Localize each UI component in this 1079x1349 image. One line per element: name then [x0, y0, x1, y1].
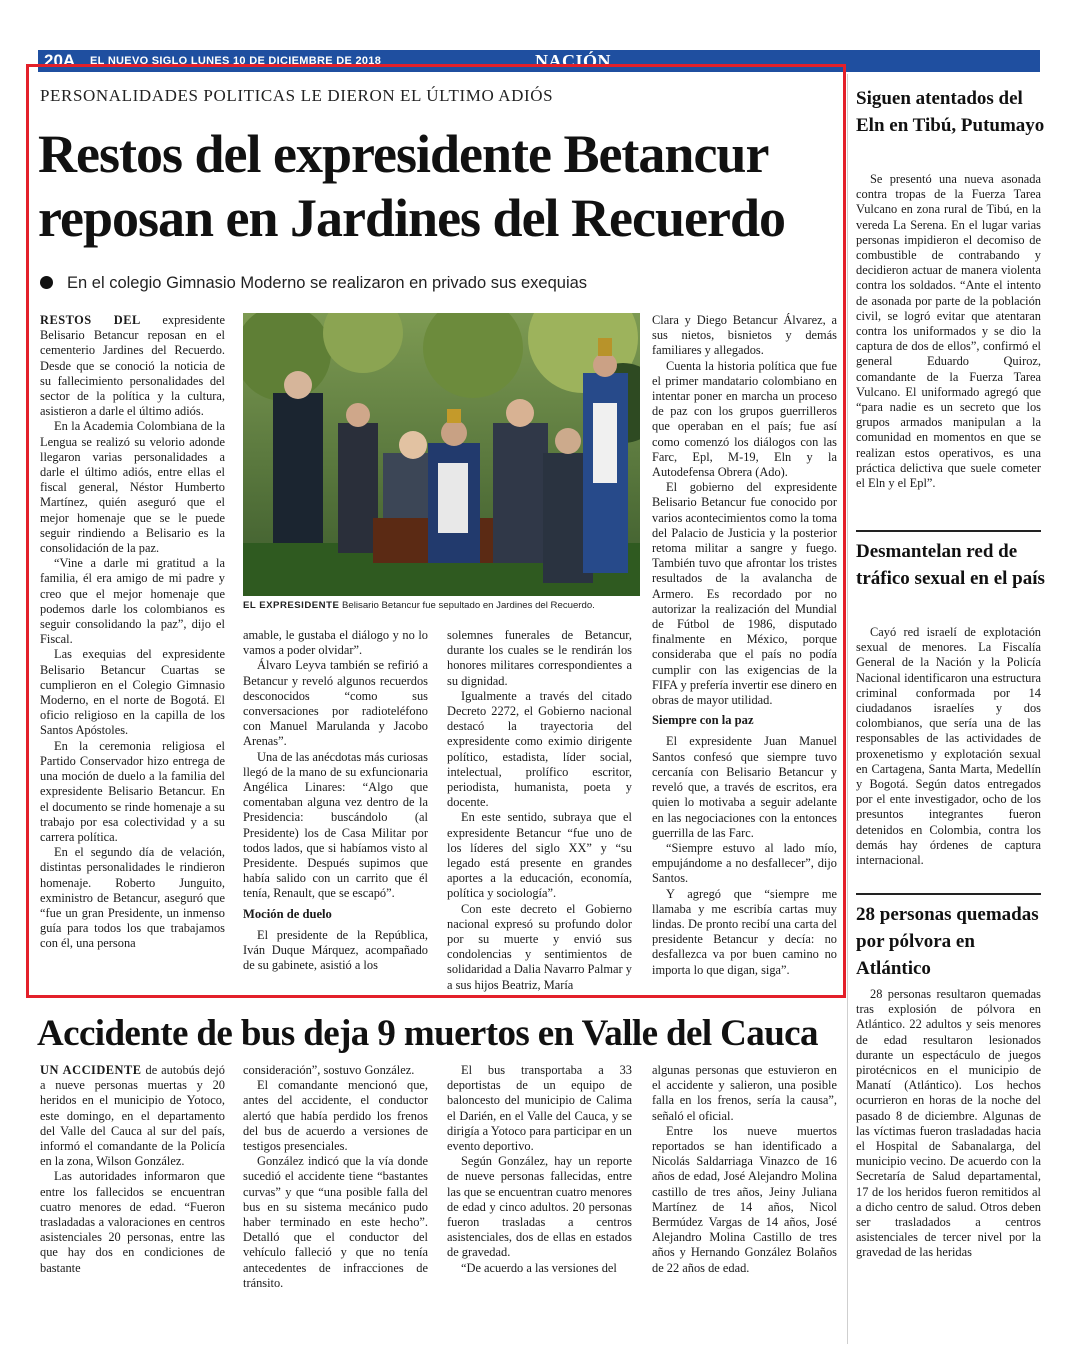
- paragraph: [40, 1063, 225, 1169]
- page-masthead: [38, 50, 1040, 72]
- second-article-column-4: [652, 1063, 837, 1276]
- paragraph: [652, 734, 837, 840]
- paragraph-text: solemnes funerales de Betancur, durante los cuales se le rendirán los honores militares correspondientes a su dignidad.: [447, 628, 632, 688]
- paragraph-text: El comandante mencionó que, antes del accidente, el conductor alertó que había perdido los frenos del bus de acuerdo a versiones de testigos presenciales.: [243, 1078, 428, 1154]
- subheading: Siempre con la paz: [652, 713, 754, 728]
- paragraph: [243, 1078, 428, 1154]
- article-column-1: [40, 313, 225, 952]
- paragraph-text: Álvaro Leyva también se refirió a Betancur y reveló algunos recuerdos desconocidos “como sus conversaciones por radioteléfono con Manuel Marulanda y Jacobo Arenas”.: [243, 658, 428, 749]
- paragraph-text: En el segundo día de velación, distintas personalidades le rindieron homenaje. Roberto Junguito, exministro de Betancur, aseguró que “fue un gran Presidente, un inmenso guía para todos los que trabajamos con él, una persona: [40, 845, 225, 951]
- sidebar-headline-1: Siguen atentados del Eln en Tibú, Putumayo: [856, 88, 1045, 136]
- lead-in: UN ACCIDENTE: [40, 1063, 142, 1077]
- sidebar-body-2: [856, 625, 1041, 868]
- paragraph-text: El presidente de la República, Iván Duque Márquez, acompañado de su gabinete, asistió a los: [243, 927, 428, 973]
- paragraph: [652, 887, 837, 978]
- paragraph-text: “Vine a darle mi gratitud a la familia, él era amigo de mi padre y creo que el mejor homenaje que podemos darle los colombianos es seguir consolidando la paz”, dijo el Fiscal.: [40, 556, 225, 647]
- paragraph: [243, 928, 428, 974]
- paragraph-text: Las exequias del expresidente Belisario Betancur Cuartas se cumplieron en el Colegio Gimnasio Moderno, en el norte de Bogotá. El oficio religioso en la capilla de los Santos Apóstoles.: [40, 647, 225, 738]
- paragraph-text: Con este decreto el Gobierno nacional expresó su profundo dolor por su muerte y envió sus condolencias y sentimientos de solidaridad a Dalia Navarro Palmar y a sus hijos Beatriz, María: [447, 901, 632, 992]
- subheading: Moción de duelo: [243, 906, 332, 921]
- paragraph: [447, 902, 632, 993]
- paragraph-text: algunas personas que estuvieron en el accidente y salieron, una posible falla en los frenos, sería la causa”, señaló el oficial.: [652, 1063, 837, 1123]
- paragraph-text: Una de las anécdotas más curiosas llegó de la mano de su exfuncionaria Angélica Linares: “Algo que comentaban alguna vez dentro de la Presidencia: buscándolo (al Presidente) los de Casa Militar por todos lados, que si habíamos visto al Presidente. Después supimos que había salido con un carrito que él tenía, Renault, que se escapó”.: [243, 749, 429, 901]
- subhead-text: En el colegio Gimnasio Moderno se realizaron en privado sus exequias: [67, 274, 588, 292]
- funeral-photo: [243, 313, 640, 596]
- paragraph: [652, 359, 837, 481]
- paragraph-text: En la Academia Colombiana de la Lengua se realizó su velorio adonde llegaron varias personalidades a darle el último adiós, entre ellas el fiscal general, Néstor Humberto Martínez, quién aseguró que el mejor homenaje que se le puede seguir rindiendo a Belisario es la consolidación de la paz.: [40, 419, 225, 556]
- paragraph-text: González indicó que la vía donde sucedió el accidente tiene “bastantes curvas” y que “una posible falla del bus en su sistema mecánico pudo haber terminado en este hecho”. Detalló que el conductor del vehículo falleció y que no tenía antecedentes de infracciones de tránsito.: [243, 1154, 428, 1290]
- sidebar-rule-1: [856, 530, 1041, 532]
- paragraph: [243, 750, 428, 902]
- paragraph-text: En la ceremonia religiosa el Partido Conservador hizo entrega de una moción de duelo a la familia del expresidente Belisario Betancur. En el documento se rinde homenaje a su trabajo por esa colectividad y a su carrera política.: [40, 738, 225, 844]
- article-column-3: [447, 628, 632, 993]
- sidebar-text-3: 28 personas resultaron quemadas tras explosión de pólvora en Atlántico. 22 adultos y seis menores de edad resultaron lesionados durante un espectáculo de juegos pirotécnicos en el municipio de Manatí (Atlántico). Los hechos ocurrieron en horas de la noche del pasado 8 de diciembre. Algunas de las víctimas fueron trasladadas hacia el Hospital de Sabanalarga, del municipio vecino. De acuerdo con la Secretaría de Salud departamental, 17 de los heridos fueron remitidos al a dicho centro de salud. Otros deben ser trasladados a centros asistenciales de tercer nivel por la gravedad de las heridas: [856, 987, 1041, 1260]
- paragraph: [447, 628, 632, 689]
- paragraph-text: El gobierno del expresidente Belisario Betancur fue conocido por varios acontecimientos como la toma del Palacio de Justicia y la posterior retoma militar a sangre y fuego. También tuvo que afrontar los tristes resultados de la avalancha de Armero. Es recordado por no autorizar la realización del Mundial de Fútbol de 1986, disputado finalmente en México, porque consideraba que el país no podía cumplir con las exigencias de la FIFA y prefería invertir ese dinero en obras de mayor utilidad.: [652, 480, 837, 708]
- paragraph: [40, 556, 225, 647]
- paragraph: [40, 313, 225, 419]
- article-kicker: PERSONALIDADES POLITICAS LE DIERON EL ÚLTIMO ADIÓS: [40, 86, 554, 105]
- paragraph-text: amable, le gustaba el diálogo y no lo vamos a poder olvidar”.: [243, 628, 428, 658]
- article-headline: Restos del expresidente Betancur reposan en Jardines del Recuerdo: [38, 124, 785, 248]
- paragraph: [652, 1063, 837, 1124]
- paragraph-text: Las autoridades informaron que entre los fallecidos se encuentran cuatro menores de edad. “Fueron trasladadas a valoraciones en centros asistenciales 20 personas, entre las que hay dos en condiciones de bastante: [40, 1169, 225, 1275]
- article-subhead: [40, 274, 587, 293]
- paragraph: [447, 810, 632, 901]
- sidebar-text-2: Cayó red israelí de explotación sexual de menores. La Fiscalía General de la Nación y la Policía Nacional identificaron una estructura criminal conformada por 14 ciudadanos israelíes y dos colombianos, que sería una de las responsables de las actividades de proxenetismo y explotación sexual en Cartagena, Santa Marta, Medellín y Bogotá. Según datos entregados por el ente investigador, ocho de los presuntos integrantes fueron detenidos en Colombia, contra los demás hay órdenes de captura internacional.: [856, 625, 1041, 868]
- paragraph-text: “De acuerdo a las versiones del: [461, 1260, 617, 1275]
- paragraph-text: Según González, hay un reporte de nueve personas fallecidas, entre las que se encuentran cuatro menores de edad y cinco adultos. 20 personas fueron trasladas a centros asistenciales, dos de ellas en estados de gravedad.: [447, 1154, 632, 1260]
- paragraph-text: El expresidente Juan Manuel Santos confesó que siempre tuvo cercanía con Belisario Betancur y reveló que, a través de escritos, era quien lo motivaba a seguir adelante en las negociaciones con la entonces guerrilla de las Farc.: [652, 734, 837, 840]
- caption-text: Belisario Betancur fue sepultado en Jardines del Recuerdo.: [342, 600, 595, 611]
- page-number: 20A: [44, 51, 76, 70]
- sidebar-rule-2: [856, 893, 1041, 895]
- second-article-column-1: [40, 1063, 225, 1276]
- caption-lead: EL EXPRESIDENTE: [243, 600, 340, 611]
- paragraph: [40, 845, 225, 951]
- sidebar-headline-3: 28 personas quemadas por pólvora en Atlántico: [856, 904, 1039, 979]
- paragraph: [243, 658, 428, 749]
- paragraph: [40, 739, 225, 845]
- paragraph-text: “Siempre estuvo al lado mío, empujándome a no desfallecer”, dijo Santos.: [652, 840, 837, 886]
- paragraph: [447, 689, 632, 811]
- paragraph: [447, 1261, 632, 1276]
- second-article-column-3: [447, 1063, 632, 1276]
- bullet-icon: [40, 276, 53, 289]
- photo-caption: [243, 600, 643, 611]
- sidebar-body-3: [856, 987, 1041, 1261]
- paragraph-text: consideración”, sostuvo González.: [243, 1063, 415, 1077]
- paragraph: [40, 647, 225, 738]
- masthead-date: EL NUEVO SIGLO LUNES 10 DE DICIEMBRE DE 2018: [90, 55, 382, 67]
- paragraph: [243, 628, 428, 658]
- section-name: NACIÓN: [535, 51, 612, 71]
- paragraph: [447, 1063, 632, 1154]
- sidebar-divider: [847, 74, 848, 1344]
- paragraph: [652, 313, 837, 359]
- paragraph: [40, 419, 225, 556]
- sidebar-headline-2: Desmantelan red de tráfico sexual en el país: [856, 541, 1045, 589]
- paragraph-text: En este sentido, subraya que el expresidente Betancur “fue uno de los líderes del siglo XX” y “su legado está presente en grandes aportes a la educación, economía, política y sociología”.: [447, 810, 632, 901]
- paragraph-text: Igualmente a través del citado Decreto 2272, el Gobierno nacional destacó la trayectoria del expresidente como eximio dirigente político, estadista, líder social, intelectual, prolífico escritor, periodista, humanista, poeta y docente.: [447, 688, 632, 810]
- paragraph: [652, 841, 837, 887]
- article-column-2: [243, 628, 428, 973]
- paragraph-text: Clara y Diego Betancur Álvarez, a sus nietos, bisnietos y demás familiares y allegados.: [652, 313, 837, 358]
- second-article-column-2: [243, 1063, 428, 1291]
- paragraph-text: El bus transportaba a 33 deportistas de un equipo de baloncesto del municipio de Calima el Darién, en el Valle del Cauca, y se dirigía a Yotoco para participar en un evento deportivo.: [447, 1063, 632, 1154]
- paragraph: [243, 1063, 428, 1078]
- lead-in: RESTOS DEL: [40, 313, 141, 327]
- paragraph-text: expresidente Belisario Betancur reposan en el cementerio Jardines del Recuerdo. Desde que se conoció la noticia de su fallecimiento personalidades del sector de la política y la cultura, asistieron a darle el último adiós.: [40, 313, 225, 419]
- paragraph: [447, 1154, 632, 1260]
- sidebar-body-1: [856, 172, 1041, 491]
- paragraph: [652, 480, 837, 708]
- article-column-4: [652, 313, 837, 978]
- paragraph: [243, 1154, 428, 1291]
- paragraph-text: Entre los nueve muertos reportados se han identificado a Nicolás Saldarriaga Vinazco de 16 años de edad, José Alejandro Molina castillo de tres años, Jeiny Juliana Martínez de 14 años, Nicol Bermúdez Vargas de 14 años, José Alejandro Molina Castillo de tres años y Hernando González Bolaños de 22 años de edad.: [652, 1123, 837, 1275]
- sidebar-text-1: Se presentó una nueva asonada contra tropas de la Fuerza Tarea Vulcano en zona rural de Tibú, en la vereda La Serena. En el lugar varias personas impidieron el decomiso de combustible de contrabando y decidieron actuar de manera violenta contra los soldados. “Ante el intento de asonada por parte de la población civil, se logró evitar que atentaran contra los uniformados y se dio la captura de dos de ellos”, confirmó el general Eduardo Quiroz, comandante de la Fuerza Tarea Vulcano. El uniformado agregó que “para nadie es un secreto que los grupos armados manipulan a la comunidad en momentos en que se realizan estos operativos, es una práctica delictiva que suele cometer el Eln y el Epl”.: [856, 172, 1041, 491]
- paragraph-text: de autobús dejó a nueve personas muertas y 20 heridos en el municipio de Yotoco, este domingo, en el departamento del Valle del Cauca al sur del país, informó el comandante de la Policía en la zona, Wilson González.: [40, 1063, 225, 1169]
- paragraph-text: Y agregó que “siempre me llamaba y me escribía cartas muy lindas. De pronto recibí una carta del presidente Betancur y decía: no desfallezca va por buen camino no importa lo que digan, siga”.: [652, 886, 837, 977]
- second-article-headline: Accidente de bus deja 9 muertos en Valle del Cauca: [37, 1013, 818, 1054]
- paragraph-text: Cuenta la historia política que fue el primer mandatario colombiano en intentar poner en marcha un proceso de paz con los grupos guerrilleros que operaban en el país; fue así como comenzó los diálogos con las Farc, Epl, M-19, Eln y la Autodefensa Obrera (Ado).: [652, 358, 837, 480]
- paragraph: [40, 1169, 225, 1275]
- funeral-photo-image: [243, 313, 640, 596]
- paragraph: [652, 1124, 837, 1276]
